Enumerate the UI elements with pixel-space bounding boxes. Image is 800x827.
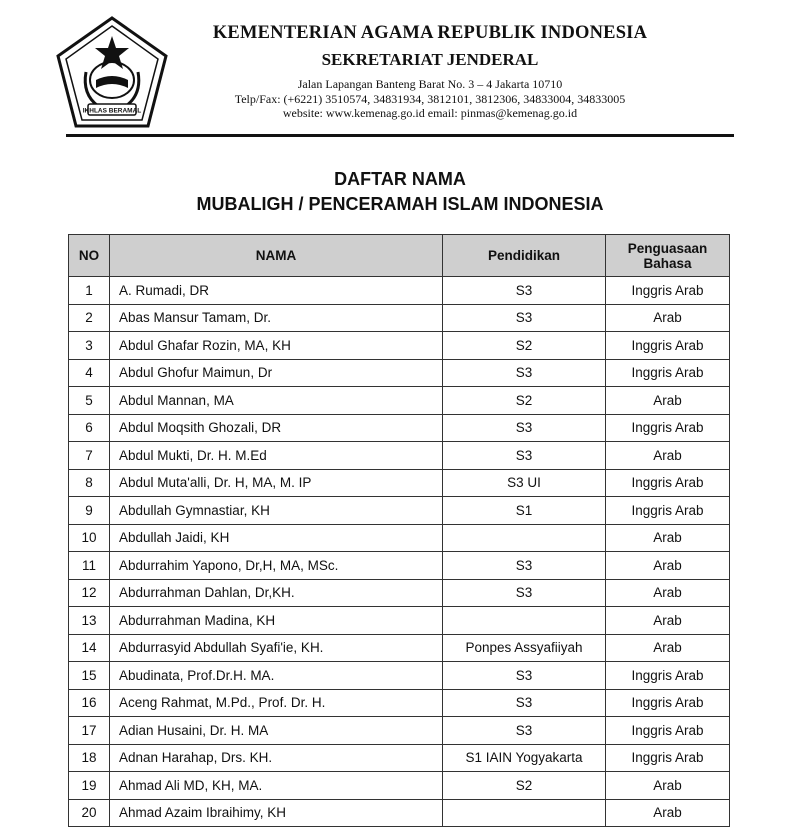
cell-pendidikan: S3 bbox=[443, 662, 606, 690]
document-title bbox=[0, 167, 800, 217]
mubaligh-table bbox=[68, 234, 730, 827]
title-line-1: DAFTAR NAMA bbox=[334, 169, 466, 189]
cell-pendidikan: S2 bbox=[443, 332, 606, 360]
cell-no: 19 bbox=[69, 772, 110, 800]
header-nama: NAMA bbox=[110, 235, 443, 277]
cell-no: 17 bbox=[69, 717, 110, 745]
cell-nama: Abdul Muta'alli, Dr. H, MA, M. IP bbox=[110, 469, 443, 497]
cell-nama: Abdul Mukti, Dr. H. M.Ed bbox=[110, 442, 443, 470]
cell-pendidikan: S3 bbox=[443, 442, 606, 470]
cell-nama: Abdurrahman Dahlan, Dr,KH. bbox=[110, 579, 443, 607]
cell-nama: Abdul Ghofur Maimun, Dr bbox=[110, 359, 443, 387]
cell-bahasa: Inggris Arab bbox=[606, 414, 730, 442]
cell-bahasa: Arab bbox=[606, 387, 730, 415]
cell-nama: Ahmad Ali MD, KH, MA. bbox=[110, 772, 443, 800]
table-row bbox=[69, 332, 730, 360]
header-bahasa-line-2: Bahasa bbox=[643, 255, 692, 271]
cell-bahasa: Inggris Arab bbox=[606, 469, 730, 497]
cell-bahasa: Arab bbox=[606, 634, 730, 662]
table-row bbox=[69, 414, 730, 442]
cell-nama: Abdul Moqsith Ghozali, DR bbox=[110, 414, 443, 442]
cell-nama: Abdurrasyid Abdullah Syafi'ie, KH. bbox=[110, 634, 443, 662]
table-row bbox=[69, 524, 730, 552]
cell-pendidikan: S3 bbox=[443, 359, 606, 387]
cell-pendidikan: S3 bbox=[443, 304, 606, 332]
cell-pendidikan bbox=[443, 524, 606, 552]
header-bahasa-line-1: Penguasaan bbox=[627, 240, 708, 256]
letterhead-text bbox=[180, 22, 680, 121]
cell-bahasa: Arab bbox=[606, 552, 730, 580]
cell-no: 1 bbox=[69, 277, 110, 305]
table-row bbox=[69, 689, 730, 717]
table-row bbox=[69, 799, 730, 827]
table-row bbox=[69, 469, 730, 497]
cell-pendidikan: S1 IAIN Yogyakarta bbox=[443, 744, 606, 772]
cell-bahasa: Inggris Arab bbox=[606, 497, 730, 525]
table-row bbox=[69, 662, 730, 690]
cell-nama: Adnan Harahap, Drs. KH. bbox=[110, 744, 443, 772]
letterhead bbox=[0, 0, 800, 140]
cell-no: 3 bbox=[69, 332, 110, 360]
cell-no: 18 bbox=[69, 744, 110, 772]
header-pendidikan: Pendidikan bbox=[443, 235, 606, 277]
cell-no: 8 bbox=[69, 469, 110, 497]
cell-bahasa: Inggris Arab bbox=[606, 717, 730, 745]
cell-pendidikan bbox=[443, 607, 606, 635]
cell-nama: A. Rumadi, DR bbox=[110, 277, 443, 305]
cell-no: 14 bbox=[69, 634, 110, 662]
cell-no: 4 bbox=[69, 359, 110, 387]
cell-nama: Abdul Mannan, MA bbox=[110, 387, 443, 415]
cell-nama: Abdul Ghafar Rozin, MA, KH bbox=[110, 332, 443, 360]
cell-bahasa: Arab bbox=[606, 442, 730, 470]
cell-nama: Abdullah Jaidi, KH bbox=[110, 524, 443, 552]
table-row bbox=[69, 744, 730, 772]
cell-pendidikan: S3 bbox=[443, 552, 606, 580]
phone-line: Telp/Fax: (+6221) 3510574, 34831934, 3812101, 3812306, 34833004, 34833005 bbox=[234, 91, 626, 106]
cell-pendidikan: Ponpes Assyafiiyah bbox=[443, 634, 606, 662]
table-row bbox=[69, 442, 730, 470]
cell-no: 20 bbox=[69, 799, 110, 827]
table-row bbox=[69, 717, 730, 745]
cell-pendidikan: S2 bbox=[443, 772, 606, 800]
ministry-name: KEMENTERIAN AGAMA REPUBLIK INDONESIA bbox=[212, 23, 648, 43]
cell-no: 16 bbox=[69, 689, 110, 717]
cell-no: 10 bbox=[69, 524, 110, 552]
cell-bahasa: Inggris Arab bbox=[606, 277, 730, 305]
table-row bbox=[69, 579, 730, 607]
cell-no: 13 bbox=[69, 607, 110, 635]
cell-bahasa: Arab bbox=[606, 579, 730, 607]
cell-nama: Abudinata, Prof.Dr.H. MA. bbox=[110, 662, 443, 690]
cell-pendidikan: S3 bbox=[443, 579, 606, 607]
cell-pendidikan: S3 UI bbox=[443, 469, 606, 497]
cell-pendidikan: S3 bbox=[443, 689, 606, 717]
cell-bahasa: Inggris Arab bbox=[606, 662, 730, 690]
cell-nama: Abdullah Gymnastiar, KH bbox=[110, 497, 443, 525]
table-row bbox=[69, 359, 730, 387]
table-row bbox=[69, 634, 730, 662]
cell-pendidikan: S3 bbox=[443, 277, 606, 305]
title-line-2: MUBALIGH / PENCERAMAH ISLAM INDONESIA bbox=[196, 194, 604, 214]
cell-nama: Adian Husaini, Dr. H. MA bbox=[110, 717, 443, 745]
cell-pendidikan: S1 bbox=[443, 497, 606, 525]
cell-no: 15 bbox=[69, 662, 110, 690]
cell-bahasa: Arab bbox=[606, 772, 730, 800]
cell-pendidikan: S3 bbox=[443, 414, 606, 442]
cell-no: 9 bbox=[69, 497, 110, 525]
cell-bahasa: Inggris Arab bbox=[606, 689, 730, 717]
website-line: website: www.kemenag.go.id email: pinmas@kemenag.go.id bbox=[282, 106, 578, 120]
letterhead-divider bbox=[66, 134, 734, 137]
table-header-row bbox=[69, 235, 730, 277]
table-row bbox=[69, 607, 730, 635]
cell-pendidikan: S3 bbox=[443, 717, 606, 745]
cell-nama: Abdurrahim Yapono, Dr,H, MA, MSc. bbox=[110, 552, 443, 580]
table-row bbox=[69, 772, 730, 800]
cell-nama: Abdurrahman Madina, KH bbox=[110, 607, 443, 635]
cell-pendidikan bbox=[443, 799, 606, 827]
cell-bahasa: Arab bbox=[606, 799, 730, 827]
cell-no: 7 bbox=[69, 442, 110, 470]
svg-text:IKHLAS BERAMAL: IKHLAS BERAMAL bbox=[82, 107, 142, 115]
table-row bbox=[69, 497, 730, 525]
cell-bahasa: Arab bbox=[606, 304, 730, 332]
ministry-emblem-icon bbox=[52, 14, 172, 132]
header-bahasa bbox=[606, 235, 730, 277]
table-row bbox=[69, 387, 730, 415]
cell-no: 6 bbox=[69, 414, 110, 442]
cell-nama: Abas Mansur Tamam, Dr. bbox=[110, 304, 443, 332]
cell-no: 12 bbox=[69, 579, 110, 607]
table-row bbox=[69, 277, 730, 305]
cell-no: 11 bbox=[69, 552, 110, 580]
header-no: NO bbox=[69, 235, 110, 277]
cell-nama: Aceng Rahmat, M.Pd., Prof. Dr. H. bbox=[110, 689, 443, 717]
cell-pendidikan: S2 bbox=[443, 387, 606, 415]
table-row bbox=[69, 552, 730, 580]
cell-bahasa: Inggris Arab bbox=[606, 332, 730, 360]
cell-bahasa: Inggris Arab bbox=[606, 744, 730, 772]
cell-bahasa: Arab bbox=[606, 524, 730, 552]
secretariat-name: SEKRETARIAT JENDERAL bbox=[321, 50, 539, 69]
cell-bahasa: Inggris Arab bbox=[606, 359, 730, 387]
cell-no: 5 bbox=[69, 387, 110, 415]
cell-no: 2 bbox=[69, 304, 110, 332]
table-row bbox=[69, 304, 730, 332]
address-line: Jalan Lapangan Banteng Barat No. 3 – 4 Jakarta 10710 bbox=[297, 77, 563, 91]
cell-bahasa: Arab bbox=[606, 607, 730, 635]
cell-nama: Ahmad Azaim Ibraihimy, KH bbox=[110, 799, 443, 827]
